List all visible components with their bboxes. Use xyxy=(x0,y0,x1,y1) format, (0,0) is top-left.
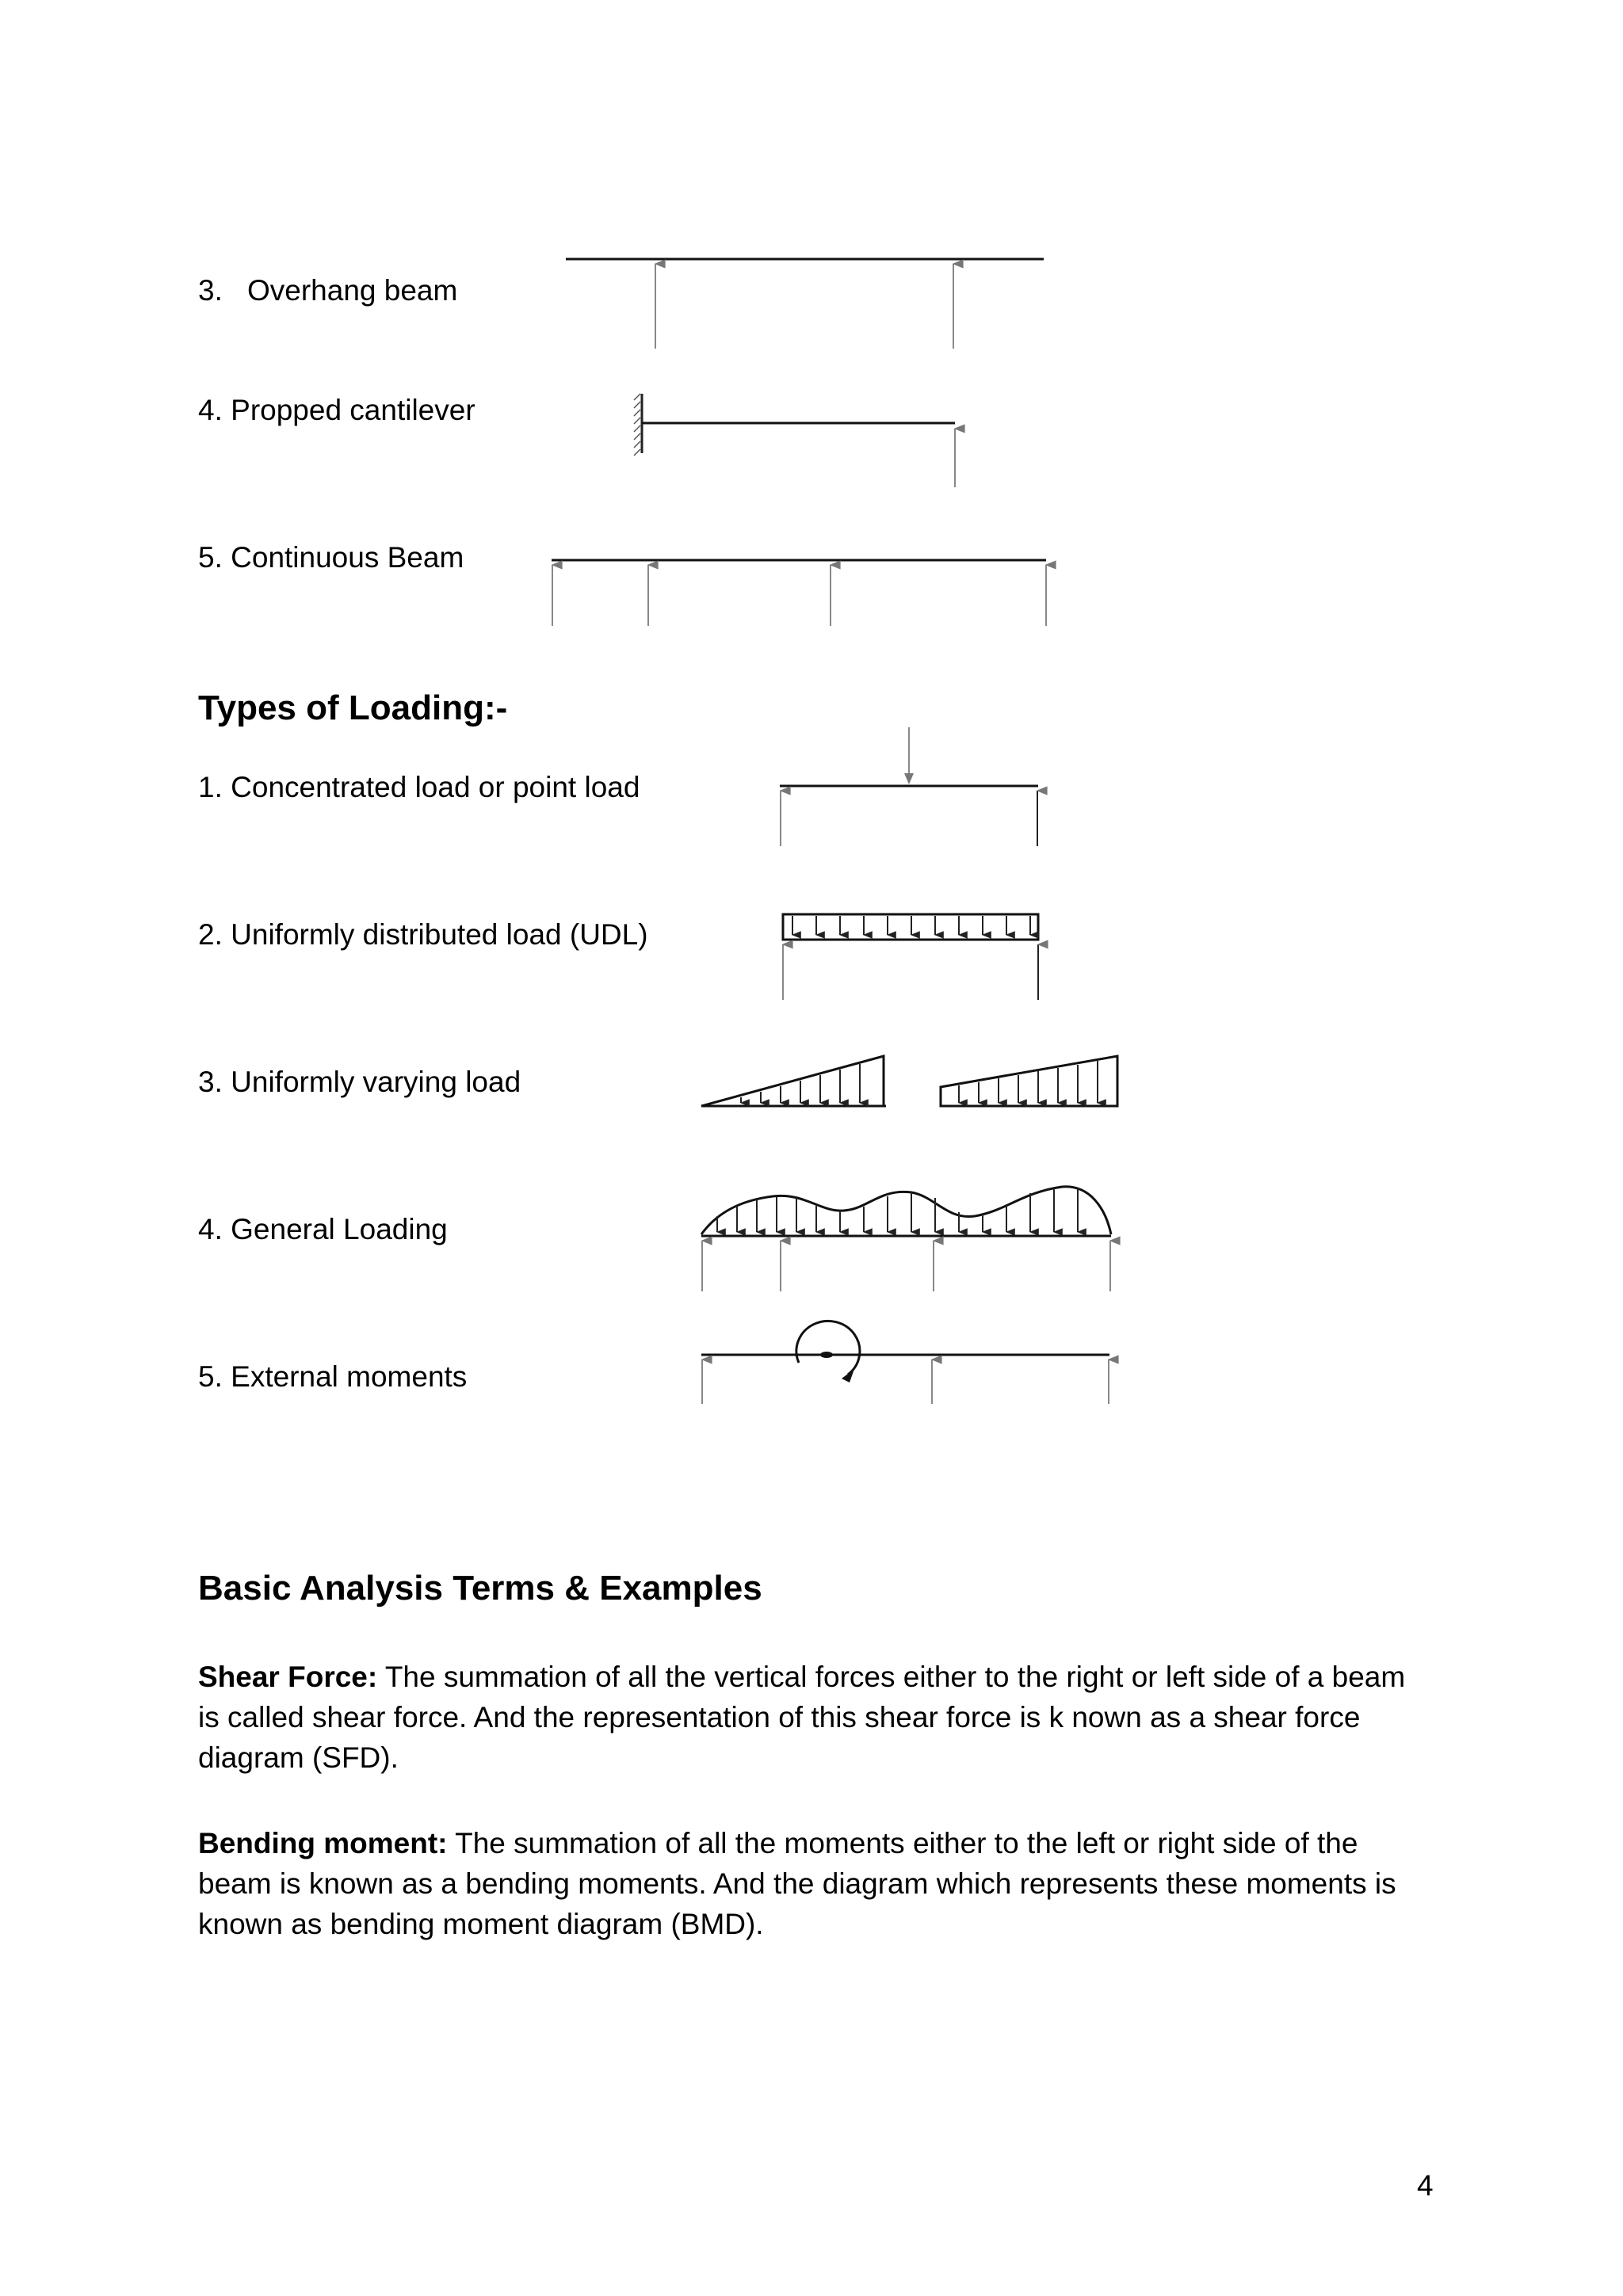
external-moments-label: 5. External moments xyxy=(198,1360,468,1393)
shear-force-term: Shear Force: xyxy=(198,1661,378,1693)
general-loading-diagram xyxy=(701,1187,1111,1291)
uvl-label: 3. Uniformly varying load xyxy=(198,1066,521,1098)
continuous-beam-diagram xyxy=(552,560,1046,626)
overhang-beam-label: 3. Overhang beam xyxy=(198,274,458,307)
bending-moment-term: Bending moment: xyxy=(198,1827,448,1859)
uvl-diagram xyxy=(701,1056,1117,1106)
point-load-diagram xyxy=(780,727,1038,846)
udl-label: 2. Uniformly distributed load (UDL) xyxy=(198,918,648,951)
overhang-beam-diagram xyxy=(566,259,1044,349)
page-number: 4 xyxy=(1417,2169,1434,2202)
shear-force-text: The summation of all the vertical forces either to the right or left side of a beam is called shear force. And the representation of this shear force is k nown as a shear force diagram (SFD). xyxy=(198,1661,1406,1774)
udl-diagram xyxy=(783,914,1038,1000)
loading-heading: Types of Loading:- xyxy=(198,688,508,727)
bending-moment-paragraph xyxy=(198,1823,1434,1944)
continuous-beam-label: 5. Continuous Beam xyxy=(198,541,464,574)
point-load-label: 1. Concentrated load or point load xyxy=(198,771,640,803)
external-moments-diagram xyxy=(701,1321,1109,1404)
propped-cantilever-diagram xyxy=(634,394,955,487)
bending-moment-text: The summation of all the moments either to the left or right side of the beam is known as a bending moments. And the diagram which represents these moments is known as bending moment diagram (BMD). xyxy=(198,1827,1396,1940)
general-loading-label: 4. General Loading xyxy=(198,1213,448,1245)
propped-cantilever-label: 4. Propped cantilever xyxy=(198,394,475,426)
analysis-heading: Basic Analysis Terms & Examples xyxy=(198,1569,762,1608)
shear-force-paragraph xyxy=(198,1657,1434,1778)
